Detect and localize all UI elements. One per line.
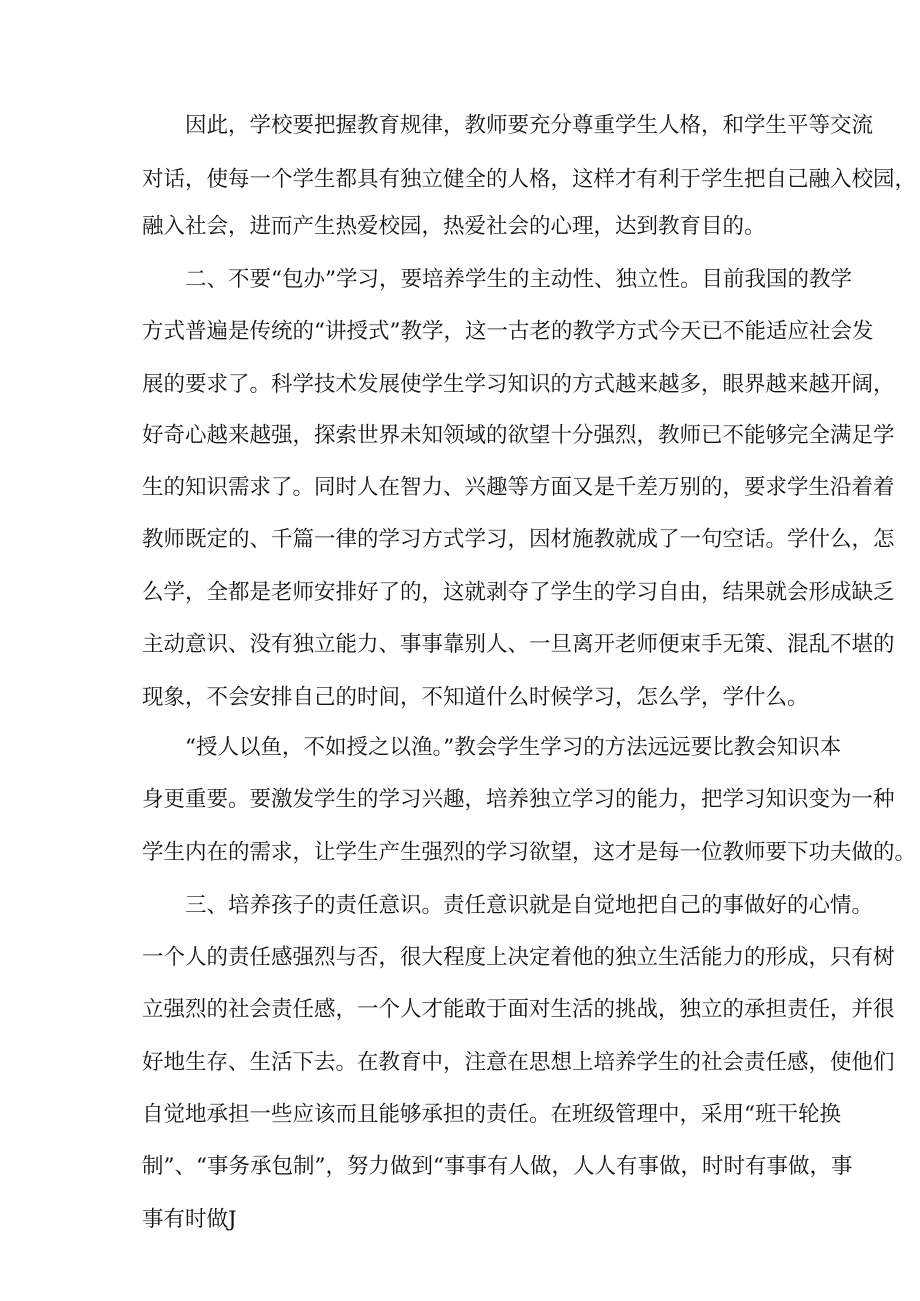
text-line: 对话，使每一个学生都具有独立健全的人格，这样才有利于学生把自己融入校园， <box>142 167 917 192</box>
text-line: 学生内在的需求，让学生产生强烈的学习欲望，这才是每一位教师要下功夫做的。 <box>142 840 917 865</box>
text-line: 二、不要“包办”学习，要培养学生的主动性、独立性。目前我国的教学 <box>142 267 852 292</box>
text-line: 现象，不会安排自己的时间，不知道什么时候学习，怎么学，学什么。 <box>142 685 809 710</box>
text-line: 教师既定的、千篇一律的学习方式学习，因材施教就成了一句空话。学什么，怎 <box>142 527 895 552</box>
text-line: 身更重要。要激发学生的学习兴趣，培养独立学习的能力，把学习知识变为一种 <box>142 787 895 812</box>
text-line: 事有时做J <box>142 1207 237 1232</box>
text-line: 主动意识、没有独立能力、事事靠别人、一旦离开老师便束手无策、混乱不堪的 <box>142 632 895 657</box>
text-line: 方式普遍是传统的“讲授式”教学，这一古老的教学方式今天已不能适应社会发 <box>142 319 874 344</box>
text-line: 么学，全都是老师安排好了的，这就剥夺了学生的学习自由，结果就会形成缺乏 <box>142 580 895 605</box>
text-line: 制”、“事务承包制”，努力做到“事事有人做，人人有事做，时时有事做，事 <box>142 1154 853 1179</box>
text-line: 三、培养孩子的责任意识。责任意识就是自觉地把自己的事做好的心情。 <box>142 893 874 918</box>
text-line: 融入社会，进而产生热爱校园，热爱社会的心理，达到教育目的。 <box>142 214 766 239</box>
text-line: “授人以鱼，不如授之以渔。”教会学生学习的方法远远要比教会知识本 <box>142 735 842 760</box>
text-line: 好奇心越来越强，探索世界未知领域的欲望十分强烈，教师已不能够完全满足学 <box>142 423 895 448</box>
text-line: 自觉地承担一些应该而且能够承担的责任。在班级管理中，采用“班干轮换 <box>142 1102 841 1127</box>
text-line: 展的要求了。科学技术发展使学生学习知识的方式越来越多，眼界越来越开阔， <box>142 372 895 397</box>
text-line: 因此，学校要把握教育规律，教师要充分尊重学生人格，和学生平等交流 <box>142 113 874 138</box>
text-line: 立强烈的社会责任感，一个人才能敢于面对生活的挑战，独立的承担责任，并很 <box>142 997 895 1022</box>
text-line: 生的知识需求了。同时人在智力、兴趣等方面又是千差万别的，要求学生沿着着 <box>142 475 895 500</box>
text-line: 好地生存、生活下去。在教育中，注意在思想上培养学生的社会责任感，使他们 <box>142 1050 895 1075</box>
text-line: 一个人的责任感强烈与否，很大程度上决定着他的独立生活能力的形成，只有树 <box>142 945 895 970</box>
